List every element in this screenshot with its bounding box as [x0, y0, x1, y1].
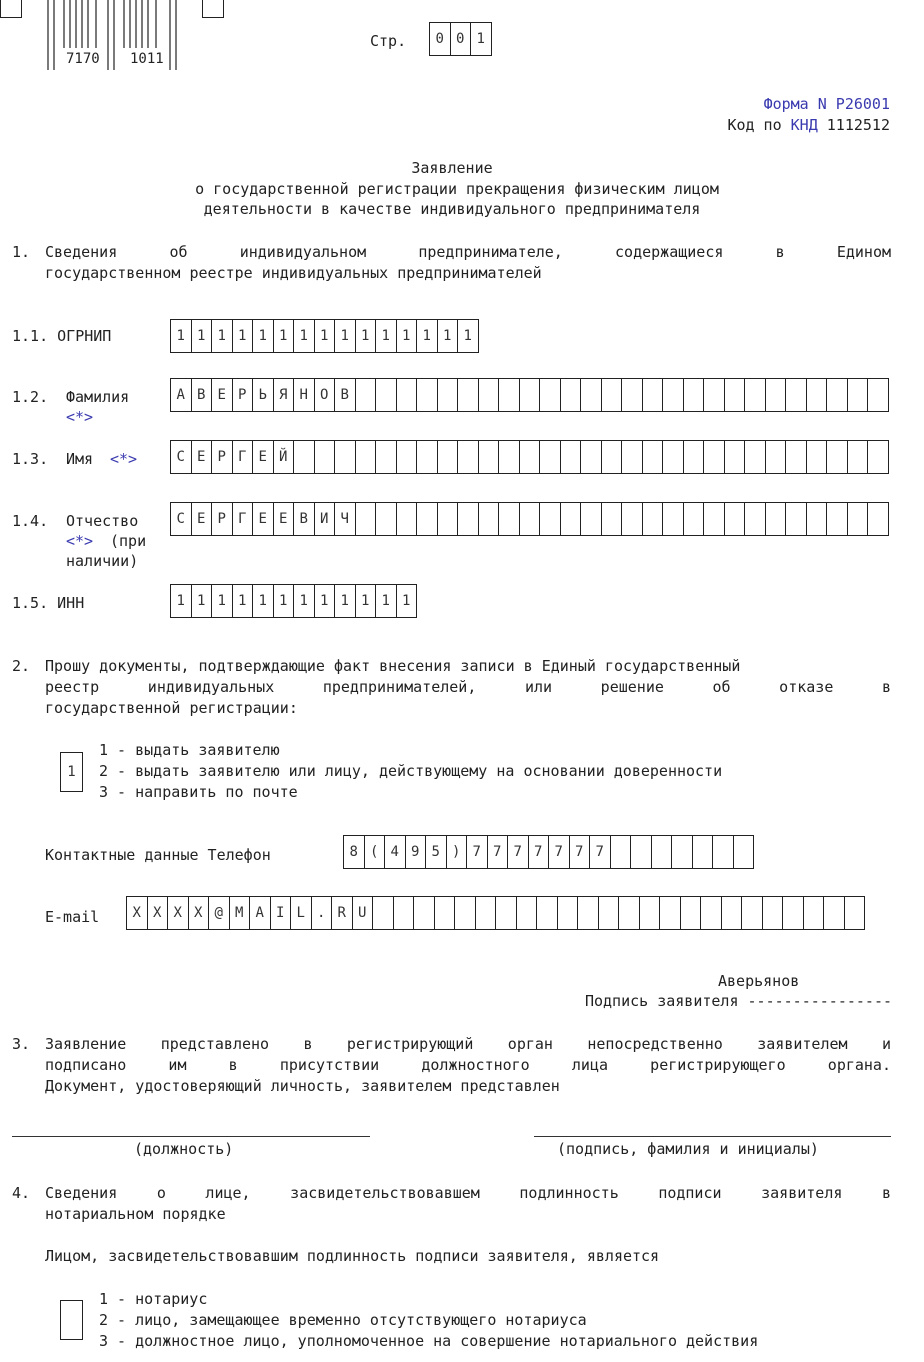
notary-option-2: 2 - лицо, замещающее временно отсутствующего нотариуса	[99, 1311, 587, 1329]
surname-cell[interactable]	[744, 378, 766, 412]
patronymic-cell[interactable]	[478, 502, 500, 536]
email-cell[interactable]	[598, 896, 620, 930]
surname-cell[interactable]	[601, 378, 623, 412]
patronymic-label: Отчество	[66, 512, 139, 530]
inn-cell[interactable]: 1	[334, 584, 356, 618]
section2-line2: реестр индивидуальных предпринимателей, или решение об отказе в	[45, 678, 891, 696]
patronymic-cell[interactable]	[847, 502, 869, 536]
ogrnip-cell[interactable]: 1	[375, 319, 397, 353]
inn-label: 1.5. ИНН	[12, 594, 85, 612]
email-cell[interactable]	[823, 896, 845, 930]
form-link[interactable]: Форма N Р26001	[763, 95, 890, 113]
section2-number: 2.	[12, 657, 31, 675]
email-cell[interactable]	[516, 896, 538, 930]
ogrnip-cell[interactable]: 1	[252, 319, 274, 353]
name-cell[interactable]: Р	[211, 440, 233, 474]
name-label: Имя	[66, 450, 94, 468]
surname-cell[interactable]	[457, 378, 479, 412]
surname-cell[interactable]	[621, 378, 643, 412]
patronymic-cell[interactable]: И	[314, 502, 336, 536]
surname-cell[interactable]: Я	[273, 378, 295, 412]
name-cell[interactable]	[785, 440, 807, 474]
surname-cell[interactable]: Р	[232, 378, 254, 412]
barcode-corner-left	[0, 0, 22, 18]
inn-cell[interactable]: 1	[170, 584, 192, 618]
name-cell[interactable]	[334, 440, 356, 474]
name-cells	[170, 440, 888, 474]
patronymic-num: 1.4.	[12, 512, 49, 530]
name-cell[interactable]: С	[170, 440, 192, 474]
name-cell[interactable]	[478, 440, 500, 474]
phone-cell[interactable]: 7	[487, 835, 509, 869]
phone-cell[interactable]	[610, 835, 632, 869]
name-cell[interactable]	[744, 440, 766, 474]
patronymic-cell[interactable]	[683, 502, 705, 536]
patronymic-cell[interactable]	[826, 502, 848, 536]
patronymic-cell[interactable]	[785, 502, 807, 536]
surname-cell[interactable]	[580, 378, 602, 412]
surname-cell[interactable]	[724, 378, 746, 412]
patronymic-cell[interactable]	[457, 502, 479, 536]
name-cell[interactable]	[457, 440, 479, 474]
ogrnip-cell[interactable]: 1	[355, 319, 377, 353]
ogrnip-cell[interactable]: 1	[314, 319, 336, 353]
section2-line3: государственной регистрации:	[45, 699, 298, 717]
contact-phone-label: Контактные данные Телефон	[45, 846, 271, 864]
surname-cell[interactable]	[642, 378, 664, 412]
patronymic-cell[interactable]	[498, 502, 520, 536]
issue-method-choice[interactable]: 1	[60, 752, 83, 792]
phone-cell[interactable]: 5	[425, 835, 447, 869]
email-cell[interactable]: A	[249, 896, 271, 930]
patronymic-footnote-link[interactable]: <*>	[66, 532, 94, 550]
issue-option-1: 1 - выдать заявителю	[99, 741, 280, 759]
notary-type-choice[interactable]	[60, 1300, 83, 1340]
inn-cell[interactable]: 1	[355, 584, 377, 618]
email-cell[interactable]: I	[270, 896, 292, 930]
inn-cell[interactable]: 1	[273, 584, 295, 618]
knd-number: 1112512	[826, 116, 890, 134]
name-cell[interactable]	[519, 440, 541, 474]
ogrnip-cell[interactable]: 1	[416, 319, 438, 353]
email-cell[interactable]	[762, 896, 784, 930]
name-cell[interactable]	[826, 440, 848, 474]
surname-cell[interactable]	[519, 378, 541, 412]
phone-cells	[343, 835, 753, 869]
name-cell[interactable]	[416, 440, 438, 474]
surname-cell[interactable]	[437, 378, 459, 412]
email-label: E-mail	[45, 908, 100, 926]
surname-cell[interactable]	[806, 378, 828, 412]
inn-cell[interactable]: 1	[293, 584, 315, 618]
ogrnip-cell[interactable]: 1	[273, 319, 295, 353]
email-cell[interactable]	[639, 896, 661, 930]
email-cell[interactable]	[721, 896, 743, 930]
surname-cell[interactable]	[539, 378, 561, 412]
email-cell[interactable]: U	[352, 896, 374, 930]
surname-cell[interactable]: Ь	[252, 378, 274, 412]
patronymic-cell[interactable]	[867, 502, 889, 536]
surname-cell[interactable]	[847, 378, 869, 412]
email-cell[interactable]	[782, 896, 804, 930]
name-cell[interactable]	[703, 440, 725, 474]
section1-heading-line1: Сведения об индивидуальном предпринимателе, содержащиеся в Едином	[45, 243, 891, 261]
ogrnip-cell[interactable]: 1	[396, 319, 418, 353]
name-cell[interactable]	[314, 440, 336, 474]
surname-cell[interactable]: В	[191, 378, 213, 412]
form-number	[764, 95, 890, 113]
patronymic-cell[interactable]: Е	[191, 502, 213, 536]
phone-cell[interactable]: 8	[343, 835, 365, 869]
surname-cell[interactable]	[867, 378, 889, 412]
patronymic-cell[interactable]: Е	[252, 502, 274, 536]
phone-cell[interactable]: (	[364, 835, 386, 869]
ogrnip-cell[interactable]: 1	[457, 319, 479, 353]
section4-line2: нотариальном порядке	[45, 1205, 226, 1223]
section4-line1: Сведения о лице, засвидетельствовавшем подлинность подписи заявителя в	[45, 1184, 891, 1202]
surname-cell[interactable]: Н	[293, 378, 315, 412]
ogrnip-cell[interactable]: 1	[334, 319, 356, 353]
section2-line1: Прошу документы, подтверждающие факт внесения записи в Единый государственный	[45, 657, 741, 675]
name-cell[interactable]	[867, 440, 889, 474]
surname-cell[interactable]	[765, 378, 787, 412]
email-cells	[126, 896, 864, 930]
patronymic-cell[interactable]: Р	[211, 502, 233, 536]
patronymic-cell[interactable]	[539, 502, 561, 536]
email-cell[interactable]	[659, 896, 681, 930]
surname-cell[interactable]	[683, 378, 705, 412]
patronymic-cell[interactable]	[601, 502, 623, 536]
email-cell[interactable]	[680, 896, 702, 930]
ogrnip-cell[interactable]: 1	[170, 319, 192, 353]
phone-cell[interactable]	[671, 835, 693, 869]
email-cell[interactable]	[557, 896, 579, 930]
patronymic-cell[interactable]	[519, 502, 541, 536]
email-cell[interactable]	[741, 896, 763, 930]
email-cell[interactable]: L	[290, 896, 312, 930]
applicant-signature-label: Подпись заявителя ----------------	[584, 992, 892, 1010]
phone-cell[interactable]: 7	[528, 835, 550, 869]
phone-cell[interactable]: 9	[405, 835, 427, 869]
section4-number: 4.	[12, 1184, 31, 1202]
name-cell[interactable]	[293, 440, 315, 474]
surname-cell[interactable]	[662, 378, 684, 412]
name-cell[interactable]	[580, 440, 602, 474]
section4-line3: Лицом, засвидетельствовавшим подлинность подписи заявителя, является	[45, 1247, 660, 1265]
ogrnip-cell[interactable]: 1	[211, 319, 233, 353]
name-cell[interactable]	[355, 440, 377, 474]
email-cell[interactable]: X	[126, 896, 148, 930]
title-line-3: деятельности в качестве индивидуального предпринимателя	[203, 200, 701, 218]
patronymic-cell[interactable]	[396, 502, 418, 536]
applicant-signature: Аверьянов	[718, 972, 800, 990]
name-cell[interactable]	[437, 440, 459, 474]
email-cell[interactable]	[803, 896, 825, 930]
phone-cell[interactable]	[692, 835, 714, 869]
surname-cell[interactable]	[416, 378, 438, 412]
name-cell[interactable]	[724, 440, 746, 474]
name-cell[interactable]: Е	[191, 440, 213, 474]
position-caption: (должность)	[134, 1140, 234, 1158]
title-line-1: Заявление	[411, 159, 493, 177]
name-cell[interactable]	[847, 440, 869, 474]
page-number-cell[interactable]: 0	[450, 22, 472, 56]
phone-cell[interactable]: 4	[384, 835, 406, 869]
name-cell[interactable]	[765, 440, 787, 474]
email-cell[interactable]	[536, 896, 558, 930]
patronymic-cell[interactable]: Г	[232, 502, 254, 536]
patronymic-label-tail2: наличии)	[66, 552, 139, 570]
patronymic-cell[interactable]	[580, 502, 602, 536]
knd-prefix: Код по	[727, 116, 782, 134]
surname-cell[interactable]	[560, 378, 582, 412]
knd-code	[727, 116, 890, 134]
patronymic-cell[interactable]	[703, 502, 725, 536]
patronymic-cell[interactable]: В	[293, 502, 315, 536]
surname-cell[interactable]	[785, 378, 807, 412]
surname-cell[interactable]	[375, 378, 397, 412]
surname-cell[interactable]: О	[314, 378, 336, 412]
barcode-corner-right	[202, 0, 224, 18]
inn-cells	[170, 584, 416, 618]
name-footnote-link[interactable]: <*>	[110, 450, 138, 468]
phone-cell[interactable]: 7	[569, 835, 591, 869]
page-number-cell[interactable]: 0	[429, 22, 451, 56]
patronymic-cell[interactable]	[744, 502, 766, 536]
barcode-right-digits: 1011	[130, 51, 164, 67]
notary-option-1: 1 - нотариус	[99, 1290, 208, 1308]
email-cell[interactable]	[495, 896, 517, 930]
page-label: Стр.	[370, 32, 407, 50]
surname-cell[interactable]: В	[334, 378, 356, 412]
patronymic-cell[interactable]	[765, 502, 787, 536]
phone-cell[interactable]: )	[446, 835, 468, 869]
phone-cell[interactable]: 7	[466, 835, 488, 869]
surname-footnote-link[interactable]: <*>	[66, 408, 94, 426]
patronymic-cell[interactable]	[806, 502, 828, 536]
name-cell[interactable]	[498, 440, 520, 474]
email-cell[interactable]	[475, 896, 497, 930]
inn-cell[interactable]: 1	[252, 584, 274, 618]
email-cell[interactable]	[844, 896, 866, 930]
name-cell[interactable]	[560, 440, 582, 474]
issue-option-3: 3 - направить по почте	[99, 783, 298, 801]
patronymic-cell[interactable]: Е	[273, 502, 295, 536]
name-cell[interactable]	[601, 440, 623, 474]
surname-cell[interactable]	[703, 378, 725, 412]
issue-option-2: 2 - выдать заявителю или лицу, действующему на основании доверенности	[99, 762, 723, 780]
email-cell[interactable]: X	[147, 896, 169, 930]
phone-cell[interactable]	[630, 835, 652, 869]
surname-cells	[170, 378, 888, 412]
email-cell[interactable]: X	[167, 896, 189, 930]
name-cell[interactable]: Е	[252, 440, 274, 474]
surname-cell[interactable]: А	[170, 378, 192, 412]
patronymic-cell[interactable]: Ч	[334, 502, 356, 536]
section3-number: 3.	[12, 1035, 31, 1053]
name-num: 1.3.	[12, 450, 49, 468]
inn-cell[interactable]: 1	[375, 584, 397, 618]
notary-option-3: 3 - должностное лицо, уполномоченное на совершение нотариального действия	[99, 1332, 759, 1350]
name-cell[interactable]: Г	[232, 440, 254, 474]
position-line	[12, 1136, 370, 1137]
email-cell[interactable]	[618, 896, 640, 930]
email-cell[interactable]: M	[229, 896, 251, 930]
phone-cell[interactable]	[712, 835, 734, 869]
title-line-2: о государственной регистрации прекращения физическим лицом	[195, 180, 719, 198]
patronymic-cell[interactable]	[662, 502, 684, 536]
patronymic-cell[interactable]	[416, 502, 438, 536]
phone-cell[interactable]	[733, 835, 755, 869]
email-cell[interactable]	[413, 896, 435, 930]
surname-label: Фамилия	[66, 388, 130, 406]
patronymic-cell[interactable]	[642, 502, 664, 536]
name-cell[interactable]	[396, 440, 418, 474]
ogrnip-label: 1.1. ОГРНИП	[12, 327, 112, 345]
name-cell[interactable]	[375, 440, 397, 474]
inn-cell[interactable]: 1	[211, 584, 233, 618]
ogrnip-cell[interactable]: 1	[232, 319, 254, 353]
patronymic-cell[interactable]	[621, 502, 643, 536]
surname-num: 1.2.	[12, 388, 49, 406]
surname-cell[interactable]: Е	[211, 378, 233, 412]
knd-link[interactable]: КНД	[790, 116, 818, 134]
name-cell[interactable]	[806, 440, 828, 474]
name-cell[interactable]	[539, 440, 561, 474]
email-cell[interactable]	[700, 896, 722, 930]
email-cell[interactable]: @	[208, 896, 230, 930]
email-cell[interactable]	[454, 896, 476, 930]
phone-cell[interactable]: 7	[548, 835, 570, 869]
patronymic-label-tail: (при	[110, 532, 147, 550]
email-cell[interactable]: R	[331, 896, 353, 930]
name-cell[interactable]	[683, 440, 705, 474]
ogrnip-cell[interactable]: 1	[191, 319, 213, 353]
surname-cell[interactable]	[826, 378, 848, 412]
surname-cell[interactable]	[355, 378, 377, 412]
patronymic-cell[interactable]	[355, 502, 377, 536]
email-cell[interactable]	[434, 896, 456, 930]
section1-heading-line2: государственном реестре индивидуальных предпринимателей	[45, 264, 542, 282]
patronymic-cell[interactable]: С	[170, 502, 192, 536]
page-number-cell[interactable]: 1	[470, 22, 492, 56]
surname-cell[interactable]	[498, 378, 520, 412]
inn-cell[interactable]: 1	[232, 584, 254, 618]
inn-cell[interactable]: 1	[314, 584, 336, 618]
ogrnip-cell[interactable]: 1	[437, 319, 459, 353]
section3-line2: подписано им в присутствии должностного лица регистрирующего органа.	[45, 1056, 891, 1074]
patronymic-cell[interactable]	[560, 502, 582, 536]
section3-line3: Документ, удостоверяющий личность, заявителем представлен	[45, 1077, 560, 1095]
signature-line	[534, 1136, 891, 1137]
ogrnip-cells	[170, 319, 478, 353]
section3-line1: Заявление представлено в регистрирующий орган непосредственно заявителем и	[45, 1035, 891, 1053]
email-cell[interactable]	[393, 896, 415, 930]
surname-cell[interactable]	[396, 378, 418, 412]
email-cell[interactable]: X	[188, 896, 210, 930]
signature-caption: (подпись, фамилия и инициалы)	[557, 1140, 819, 1158]
phone-cell[interactable]: 7	[589, 835, 611, 869]
email-cell[interactable]	[372, 896, 394, 930]
email-cell[interactable]	[577, 896, 599, 930]
patronymic-cell[interactable]	[724, 502, 746, 536]
phone-cell[interactable]	[651, 835, 673, 869]
section1-number: 1.	[12, 243, 31, 261]
name-cell[interactable]	[621, 440, 643, 474]
inn-cell[interactable]: 1	[396, 584, 418, 618]
phone-cell[interactable]: 7	[507, 835, 529, 869]
email-cell[interactable]: .	[311, 896, 333, 930]
inn-cell[interactable]: 1	[191, 584, 213, 618]
patronymic-cell[interactable]	[437, 502, 459, 536]
name-cell[interactable]	[642, 440, 664, 474]
patronymic-cells	[170, 502, 888, 536]
barcode-left-digits: 7170	[66, 51, 100, 67]
name-cell[interactable]	[662, 440, 684, 474]
ogrnip-cell[interactable]: 1	[293, 319, 315, 353]
surname-cell[interactable]	[478, 378, 500, 412]
name-cell[interactable]: Й	[273, 440, 295, 474]
page-number-cells	[429, 22, 491, 56]
patronymic-cell[interactable]	[375, 502, 397, 536]
